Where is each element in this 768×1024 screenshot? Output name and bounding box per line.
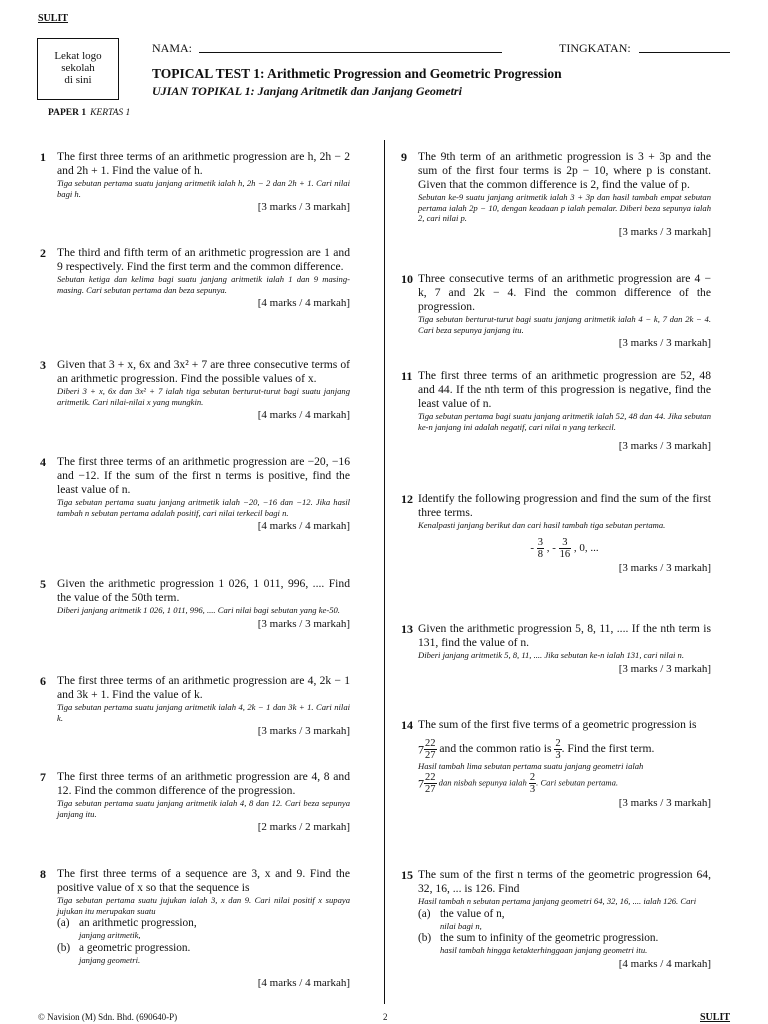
fraction: $\frac{3}{8}$ (537, 536, 543, 560)
question-text-ms: Tiga sebutan berturut-turut bagi suatu janjang aritmetik ialah 4 − k, 7 dan 2k − 4. Cari beza sepunya janjang itu. (418, 314, 711, 335)
sequence-tail: , 0, ... (573, 541, 599, 554)
question-6 (40, 674, 350, 737)
paper-en: PAPER 1 (48, 108, 87, 118)
question-number: 1 (40, 150, 46, 164)
question-12 (401, 492, 711, 574)
question-text: Three consecutive terms of an arithmetic progression are 4 − k, 7 and 2k − 4. Find the common difference of the progression. (418, 272, 711, 313)
question-text: The first three terms of an arithmetic progression are 4, 8 and 12. Find the common difference of the progression. (57, 770, 350, 797)
question-number: 6 (40, 674, 46, 688)
tingkatan-field[interactable] (639, 52, 730, 53)
question-8 (40, 867, 350, 989)
logo-line: di sini (64, 74, 92, 86)
marks-label: [4 marks / 4 markah] (257, 297, 350, 309)
marks-label: [3 marks / 3 markah] (618, 440, 711, 452)
marks-label: [4 marks / 4 markah] (618, 957, 711, 970)
subpart-a (418, 908, 711, 932)
question-number: 8 (40, 867, 46, 881)
question-number: 11 (401, 369, 413, 383)
test-title: TOPICAL TEST 1: Arithmetic Progression and Geometric Progression (152, 66, 562, 81)
question-2 (40, 246, 350, 309)
subpart-label: (b) (418, 932, 432, 944)
question-text: Given the arithmetic progression 5, 8, 11, .... If the nth term is 131, find the value of n. (418, 622, 711, 649)
question-11 (401, 369, 711, 452)
subpart-text: a geometric progression. (79, 941, 191, 954)
question-text: The first three terms of an arithmetic progression are 4, 2k − 1 and 3k + 1. Find the value of k. (57, 674, 350, 701)
logo-line: Lekat logo (54, 50, 102, 62)
question-text: The 9th term of an arithmetic progression is 3 + 3p and the sum of the first four terms is 2p − 10, where p is constant. Given that the common difference is 2, find the value of p. (418, 150, 711, 191)
subpart-text-ms: janjang aritmetik, (79, 930, 141, 940)
marks-label: [3 marks / 3 markah] (618, 225, 711, 238)
marks-label: [3 marks / 3 markah] (257, 725, 350, 737)
marks-label: [3 marks / 3 markah] (257, 201, 350, 213)
question-text: The first three terms of an arithmetic progression are −20, −16 and −12. If the sum of the first n terms is positive, find the least value of n. (57, 455, 350, 496)
minus-sign: - (552, 541, 556, 554)
marks-label: [4 marks / 4 markah] (257, 977, 350, 989)
question-number: 4 (40, 455, 46, 469)
subpart-b (418, 932, 711, 956)
question-text-ms: Hasil tambah n sebutan pertama janjang geometri 64, 32, 16, .... ialah 126. Cari (418, 896, 697, 906)
page-number: 2 (383, 1012, 388, 1022)
question-text-ms: Sebutan ketiga dan kelima bagi suatu janjang aritmetik ialah 1 dan 9 masing-masing. Cari sebutan pertama dan beza sepunya. (57, 274, 350, 295)
question-text-ms: Sebutan ke-9 suatu janjang aritmetik ialah 3 + 3p dan hasil tambah empat sebutan pertama ialah 2p − 10, dengan keadaan p ialah pemalar. Diberi beza sepunya ialah 2, cari nilai p. (418, 192, 711, 223)
marks-label: [3 marks / 3 markah] (618, 662, 711, 675)
subpart-label: (a) (57, 917, 70, 929)
subpart-b (57, 942, 350, 966)
subpart-text: an arithmetic progression, (79, 917, 197, 929)
question-number: 7 (40, 770, 46, 784)
question-text-ms: Tiga sebutan pertama suatu janjang aritmetik ialah −20, −16 dan −12. Jika hasil tambah n sebutan pertama adalah positif, cari nilai terkecil bagi n. (57, 497, 350, 518)
question-number: 13 (401, 622, 413, 636)
marks-label: [4 marks / 4 markah] (257, 409, 350, 421)
question-text: The first three terms of an arithmetic progression are 52, 48 and 44. If the nth term of this progression is negative, find the least value of n. (418, 369, 711, 410)
paper-ms: KERTAS 1 (90, 108, 131, 118)
question-text-ms: Diberi janjang aritmetik 1 026, 1 011, 996, .... Cari nilai bagi sebutan yang ke-50. (57, 605, 340, 615)
marks-label: [3 marks / 3 markah] (618, 796, 711, 809)
question-10 (401, 272, 711, 349)
question-text: Given the arithmetic progression 1 026, 1 011, 996, .... Find the value of the 50th term. (57, 577, 350, 604)
fraction: $\frac{3}{16}$ (559, 536, 571, 560)
question-text: The third and fifth term of an arithmetic progression are 1 and 9 respectively. Find the first term and the common difference. (57, 246, 350, 273)
question-text-ms: Tiga sebutan pertama suatu janjang aritmetik ialah 4, 2k − 1 dan 3k + 1. Cari nilai k. (57, 702, 350, 723)
subpart-a (57, 917, 350, 941)
question-text-ms: Tiga sebutan pertama bagi suatu janjang aritmetik ialah 52, 48 dan 44. Jika sebutan ke-n janjang ini adalah negatif, cari nilai n yang terkecil. (418, 411, 711, 432)
question-number: 2 (40, 246, 46, 260)
paper-label (48, 108, 130, 118)
question-text-ms: Diberi janjang aritmetik 5, 8, 11, .... Jika sebutan ke-n ialah 131, cari nilai n. (418, 650, 684, 660)
question-text-ms: Hasil tambah lima sebutan pertama suatu janjang geometri ialah (418, 761, 644, 771)
school-logo-placeholder (37, 38, 119, 100)
copyright-footer: © Navision (M) Sdn. Bhd. (690640-P) (38, 1012, 178, 1022)
nama-label: NAMA: (152, 41, 193, 55)
logo-line: sekolah (61, 62, 95, 74)
question-text-ms: Kenalpasti janjang berikut dan cari hasil tambah tiga sebutan pertama. (418, 520, 666, 530)
marks-label: [4 marks / 4 markah] (257, 520, 350, 532)
question-5 (40, 577, 350, 630)
question-number: 15 (401, 868, 413, 882)
marks-label: [2 marks / 2 markah] (257, 821, 350, 833)
subpart-text-ms: hasil tambah hingga ketakterhinggaan janjang geometri itu. (440, 945, 648, 955)
subpart-label: (a) (418, 907, 431, 920)
question-4 (40, 455, 350, 532)
question-text: The first three terms of a sequence are 3, x and 9. Find the positive value of x so that the sequence is (57, 867, 350, 894)
subpart-text-ms: janjang geometri. (79, 954, 141, 965)
sulit-bottom-label: SULIT (700, 1012, 731, 1023)
subpart-text-ms: nilai bagi n, (440, 920, 482, 931)
test-subtitle: UJIAN TOPIKAL 1: Janjang Aritmetik dan Janjang Geometri (152, 84, 462, 98)
question-number: 3 (40, 358, 46, 372)
question-text-ms: Tiga sebutan pertama suatu janjang aritmetik ialah h, 2h − 2 dan 2h + 1. Cari nilai bagi h. (57, 178, 350, 199)
question-number: 10 (401, 272, 413, 286)
question-1 (40, 150, 350, 213)
column-divider (384, 140, 385, 1004)
sulit-top-label: SULIT (38, 13, 69, 24)
subpart-text: the value of n, (440, 907, 505, 920)
tingkatan-label: TINGKATAN: (559, 41, 631, 55)
question-text: The first three terms of an arithmetic progression are h, 2h − 2 and 2h + 1. Find the value of h. (57, 150, 350, 177)
question-3 (40, 358, 350, 421)
question-text-ms-cont: 7 $\frac{22}{27}$ dan nisbah sepunya ialah $\frac{2}{3}$ . Cari sebutan pertama. (418, 771, 619, 795)
question-13 (401, 622, 711, 675)
marks-label: [3 marks / 3 markah] (257, 617, 350, 630)
question-number: 5 (40, 577, 46, 591)
question-text-ms: Tiga sebutan pertama suatu jujukan ialah 3, x dan 9. Cari nilai positif x supaya jujukan itu merupakan suatu (57, 895, 350, 916)
subpart-text: the sum to infinity of the geometric progression. (440, 932, 659, 944)
marks-label: [3 marks / 3 markah] (618, 561, 711, 574)
question-text: Identify the following progression and find the sum of the first three terms. (418, 492, 711, 519)
nama-field[interactable] (199, 52, 502, 53)
question-15 (401, 868, 711, 970)
minus-sign: - (530, 541, 534, 554)
question-number: 12 (401, 492, 413, 506)
progression-expression: - $\frac{3}{8}$ , - $\frac{3}{16}$ , 0, ... (530, 536, 599, 560)
question-number: 9 (401, 150, 407, 164)
question-text-ms: Tiga sebutan pertama suatu janjang aritmetik ialah 4, 8 dan 12. Cari beza sepunya janjang itu. (57, 798, 350, 819)
question-number: 14 (401, 718, 413, 732)
question-7 (40, 770, 350, 833)
question-text: Given that 3 + x, 6x and 3x² + 7 are three consecutive terms of an arithmetic progression. Find the possible values of x. (57, 358, 350, 385)
question-text: The sum of the first five terms of a geometric progression is (418, 718, 697, 731)
question-text-cont: 7 $\frac{22}{27}$ and the common ratio is $\frac{2}{3}$ . Find the first term. (418, 738, 655, 761)
question-9 (401, 150, 711, 238)
question-text-ms: Diberi 3 + x, 6x dan 3x² + 7 ialah tiga sebutan berturut-turut bagi suatu janjang aritmetik. Cari nilai-nilai x yang mungkin. (57, 386, 350, 407)
question-14 (401, 718, 711, 809)
question-text: The sum of the first n terms of the geometric progression 64, 32, 16, ... is 126. Find (418, 868, 711, 895)
subpart-label: (b) (57, 941, 71, 954)
marks-label: [3 marks / 3 markah] (618, 337, 711, 349)
